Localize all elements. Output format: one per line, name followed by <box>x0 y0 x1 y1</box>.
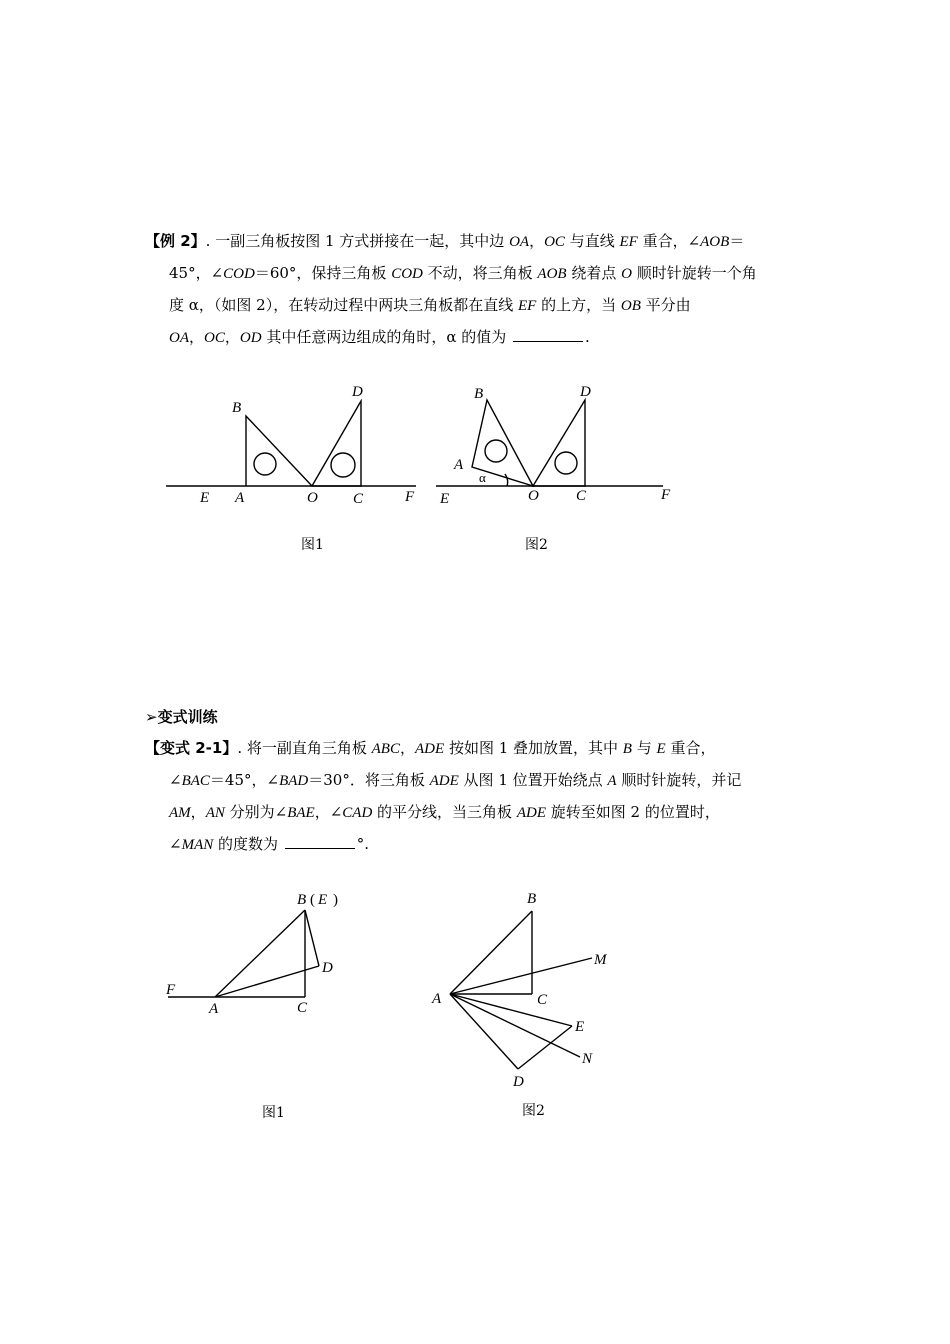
example2-line-4: OA，OC，OD 其中任意两边组成的角时，α 的值为 . <box>169 328 590 346</box>
variant21-line-3: AM，AN 分别为∠BAE，∠CAD 的平分线，当三角板 ADE 旋转至如图 2 的位置时， <box>169 803 720 821</box>
fig1-label-o: O <box>307 490 318 506</box>
fig1-label-d: D <box>352 384 363 400</box>
fig1-label-d: D <box>322 960 333 976</box>
fig1-caption: 图1 <box>262 1105 285 1121</box>
fig2-line-ad <box>450 994 518 1069</box>
fig1-label-f: F <box>166 982 176 998</box>
variant21-problem <box>145 733 807 861</box>
fig2-label-a: A <box>454 457 464 473</box>
example2-figures <box>0 360 950 560</box>
fig1-label-e: E <box>318 892 328 908</box>
fig2-label-m: M <box>594 952 607 968</box>
fig2-line-an <box>450 994 580 1057</box>
fig2-alpha-arc <box>505 474 508 486</box>
variant21-tag: 【变式 2-1】 <box>145 739 238 757</box>
fig1-label-a: A <box>209 1001 219 1017</box>
fig1-triangle-cod <box>312 401 361 486</box>
fig2-circle-left <box>485 440 507 462</box>
answer-blank[interactable] <box>285 834 355 849</box>
example2-line-3: 度 α，（如图 2），在转动过程中两块三角板都在直线 EF 的上方，当 OB 平分由 <box>169 296 691 314</box>
fig1-circle-right <box>331 453 355 477</box>
fig2-line-de <box>518 1026 572 1069</box>
fig2-circle-right <box>555 452 577 474</box>
example2-line-1: 【例 2】. 一副三角板按图 1 方式拼接在一起，其中边 OA，OC 与直线 EF 重合，∠AOB＝ <box>145 232 745 250</box>
fig1-label-b: B <box>232 400 242 416</box>
fig2-line-ae <box>450 994 572 1026</box>
fig2-caption: 图2 <box>522 1103 545 1119</box>
fig2-label-d: D <box>580 384 591 400</box>
example2-tag: 【例 2】 <box>145 232 206 250</box>
fig2-line-am <box>450 958 592 994</box>
fig2-caption: 图2 <box>525 537 548 553</box>
fig2-label-b: B <box>527 891 537 907</box>
fig2-label-o: O <box>528 488 539 504</box>
fig1-paren-open: ( <box>310 892 315 908</box>
fig1-label-c: C <box>353 491 364 507</box>
section-heading: ➢变式训练 <box>145 708 218 726</box>
fig1-label-c: C <box>297 1000 308 1016</box>
fig1-label-b: B <box>297 892 307 908</box>
fig1-circle-left <box>254 453 276 475</box>
fig1-label-e: E <box>200 490 210 506</box>
example2-line-2: 45°，∠COD＝60°，保持三角板 COD 不动，将三角板 AOB 绕着点 O 顺时针旋转一个角 <box>169 264 757 282</box>
fig2-label-n: N <box>582 1051 593 1067</box>
fig1-label-f: F <box>405 489 415 505</box>
fig2-label-b: B <box>474 386 484 402</box>
fig2-line-ab <box>450 911 532 994</box>
fig2-label-d: D <box>513 1074 524 1090</box>
fig1-triangle-aob <box>246 416 312 486</box>
fig2-label-f: F <box>661 487 671 503</box>
fig2-label-a: A <box>432 991 442 1007</box>
fig2-label-c: C <box>537 992 548 1008</box>
variant21-line-2: ∠BAC＝45°，∠BAD＝30°．将三角板 ADE 从图 1 位置开始绕点 A 顺时针旋转，并记 <box>169 771 742 789</box>
variant21-line-1: 【变式 2-1】. 将一副直角三角板 ABC，ADE 按如图 1 叠加放置，其中 B 与 E 重合， <box>145 739 716 757</box>
example2-problem <box>145 226 807 354</box>
fig1-line-bd <box>305 910 319 966</box>
fig1-paren-close: ) <box>333 892 338 908</box>
fig2-label-e: E <box>575 1019 585 1035</box>
fig2-label-e: E <box>440 491 450 507</box>
answer-blank[interactable] <box>513 327 583 342</box>
fig2-label-alpha: α <box>479 470 486 485</box>
fig2-label-c: C <box>576 488 587 504</box>
fig1-caption: 图1 <box>301 537 324 553</box>
variant21-line-4: ∠MAN 的度数为 °. <box>169 835 370 853</box>
variant21-figures <box>0 880 950 1130</box>
fig2-triangle-cod <box>533 400 585 486</box>
fig1-label-a: A <box>235 490 245 506</box>
